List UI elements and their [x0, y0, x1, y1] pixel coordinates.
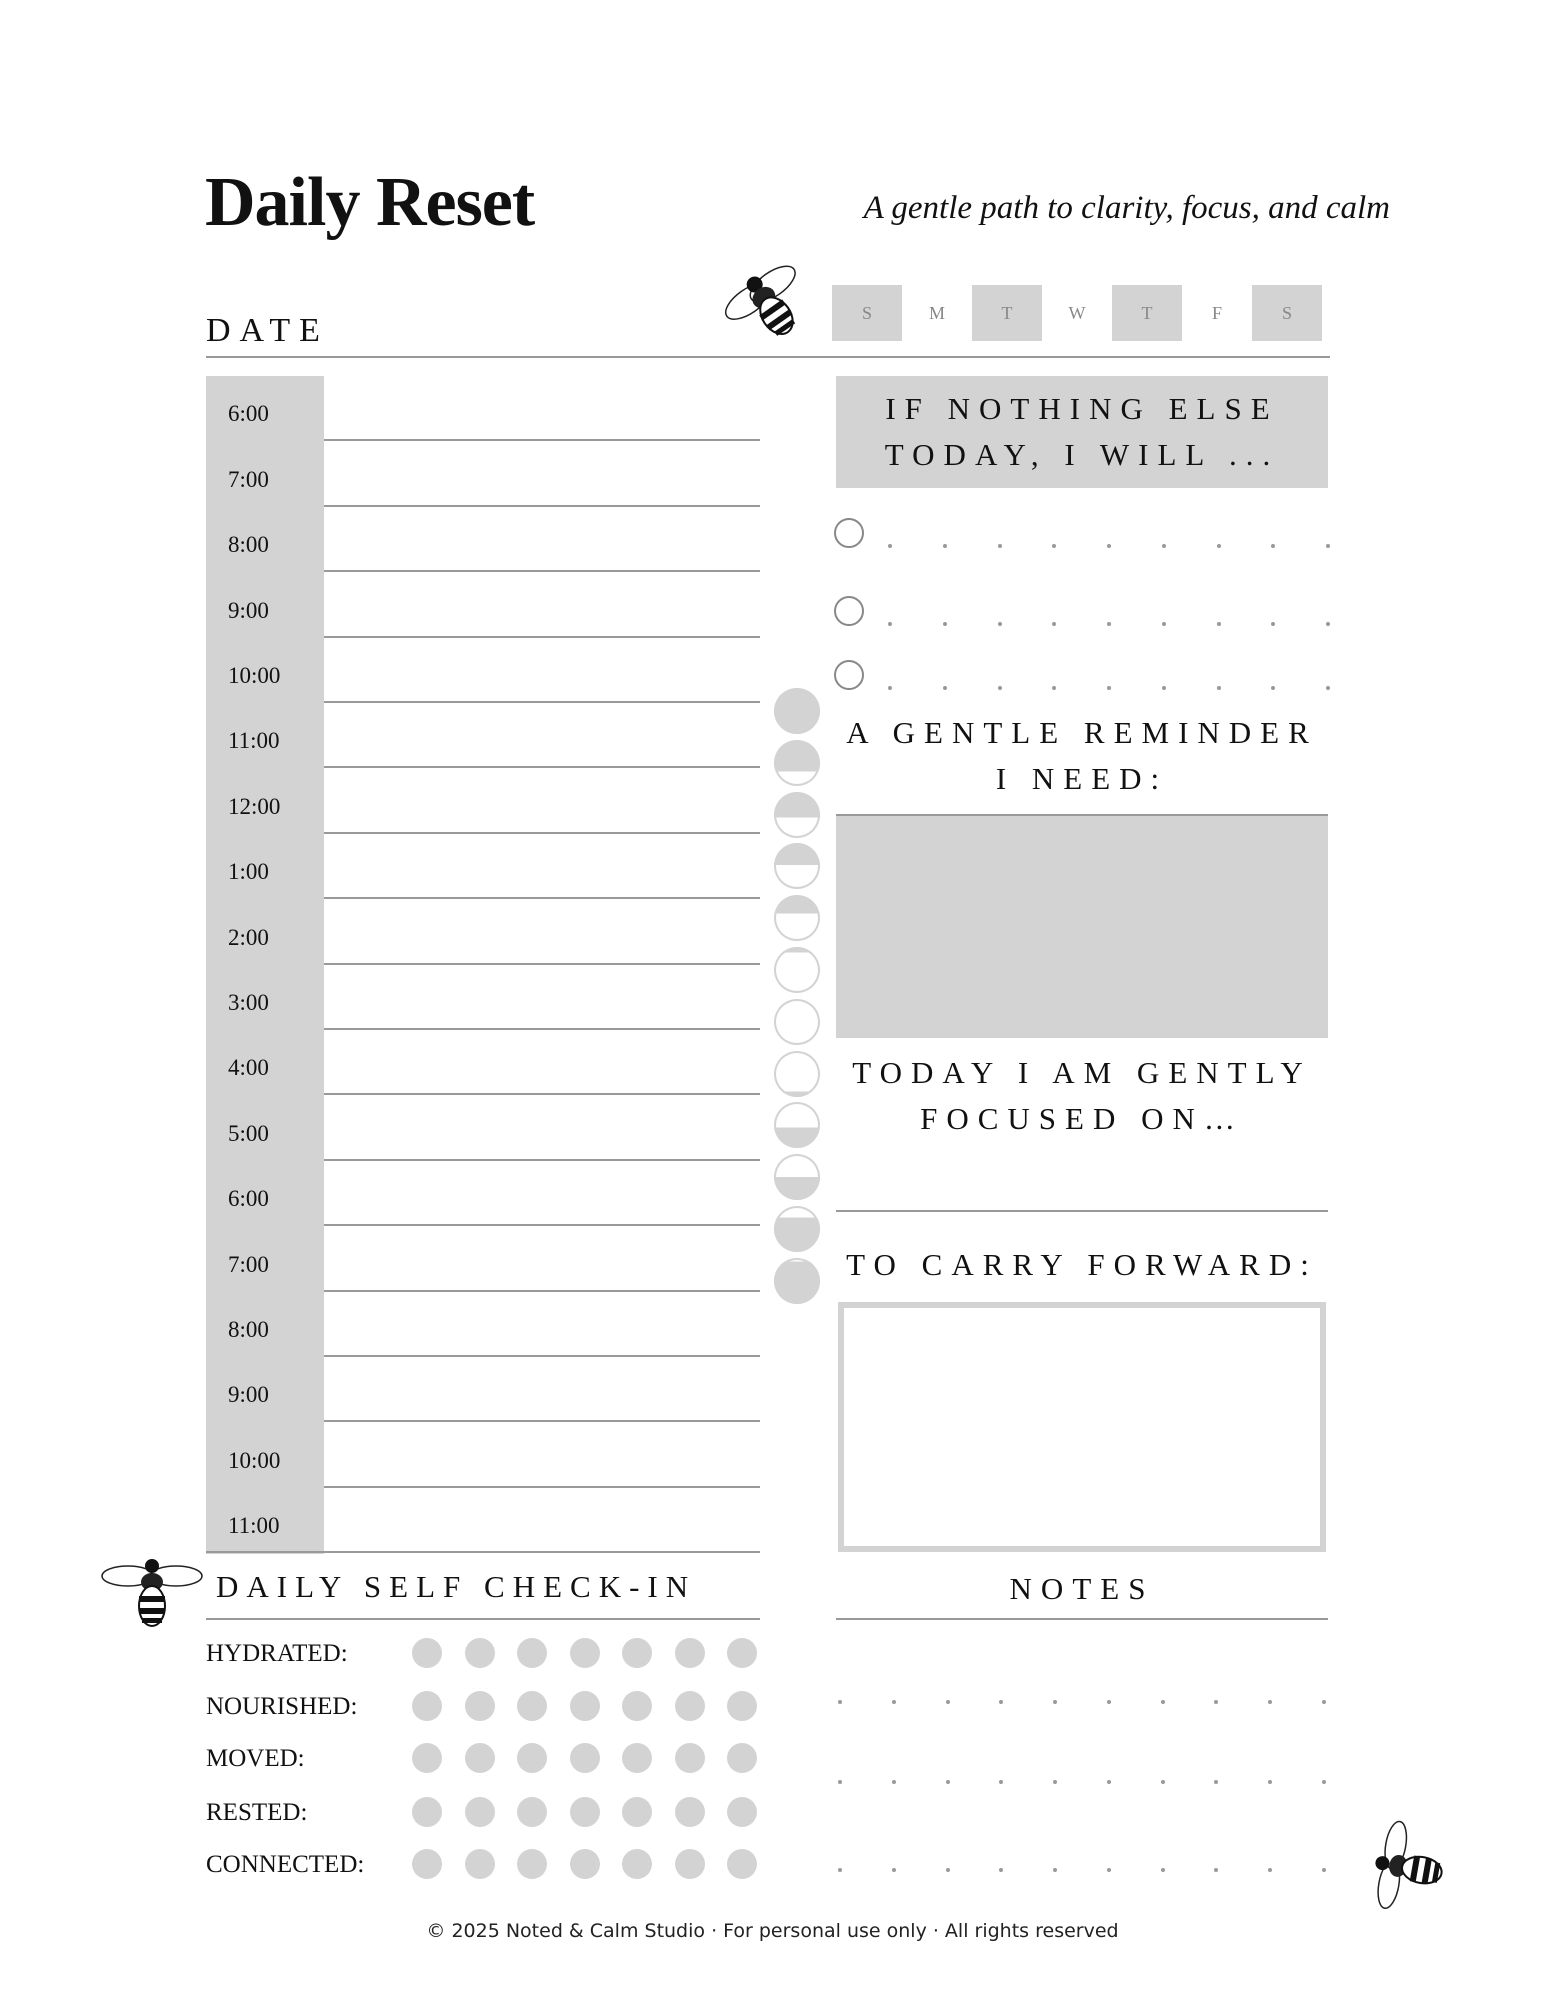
focus-title-line1: TODAY I AM GENTLY: [852, 1055, 1312, 1090]
dot: [943, 686, 947, 690]
dot: [1214, 1868, 1218, 1872]
schedule-slot[interactable]: [206, 1357, 760, 1422]
dot: [1217, 686, 1221, 690]
schedule-time-label: 1:00: [228, 859, 269, 885]
checkin-day-dot[interactable]: [727, 1638, 757, 1668]
schedule-time-label: 9:00: [228, 1382, 269, 1408]
dot: [1322, 1700, 1326, 1704]
checkin-day-dot[interactable]: [727, 1797, 757, 1827]
schedule-slot[interactable]: [206, 1226, 760, 1291]
checkin-day-dot[interactable]: [517, 1849, 547, 1879]
checkin-day-dot[interactable]: [727, 1743, 757, 1773]
schedule-slot[interactable]: [206, 1030, 760, 1095]
dot: [1162, 544, 1166, 548]
dot: [1107, 1700, 1111, 1704]
checkin-day-dot[interactable]: [412, 1638, 442, 1668]
schedule-slot[interactable]: [206, 572, 760, 637]
schedule-slot[interactable]: [206, 638, 760, 703]
reminder-title-line2: I NEED:: [995, 761, 1169, 796]
checkin-day-dot[interactable]: [517, 1797, 547, 1827]
checkin-label: NOURISHED:: [206, 1693, 358, 1720]
priorities-title-line1: IF NOTHING ELSE: [885, 391, 1279, 426]
schedule-time-label: 4:00: [228, 1055, 269, 1081]
dot: [999, 1700, 1003, 1704]
checkin-day-dot[interactable]: [675, 1691, 705, 1721]
moon-phase-icon: [774, 843, 820, 889]
moon-phase-icon: [774, 947, 820, 993]
schedule-time-label: 11:00: [228, 728, 280, 754]
dot: [1107, 622, 1111, 626]
schedule-slot[interactable]: [206, 1488, 760, 1553]
reminder-title: [836, 710, 1328, 802]
weekday-sun[interactable]: S: [832, 285, 902, 341]
dot: [943, 544, 947, 548]
dot: [1271, 544, 1275, 548]
checkin-day-dot[interactable]: [465, 1691, 495, 1721]
dot: [946, 1868, 950, 1872]
checkin-day-dot[interactable]: [622, 1691, 652, 1721]
dot: [1322, 1780, 1326, 1784]
checkin-rule: [206, 1618, 760, 1620]
weekday-sat[interactable]: S: [1252, 285, 1322, 341]
priority-item: [834, 596, 1334, 636]
checkin-day-dot[interactable]: [622, 1638, 652, 1668]
notes-dotted-line[interactable]: [838, 1700, 1326, 1704]
checkin-day-dot[interactable]: [570, 1638, 600, 1668]
dot: [998, 544, 1002, 548]
dot: [1161, 1780, 1165, 1784]
checkin-tracker: [412, 1743, 757, 1773]
schedule-slot[interactable]: [206, 768, 760, 833]
schedule-time-label: 3:00: [228, 989, 269, 1015]
moon-phase-icon: [774, 792, 820, 838]
checkin-day-dot[interactable]: [675, 1849, 705, 1879]
checkin-day-dot[interactable]: [570, 1797, 600, 1827]
schedule-time-label: 7:00: [228, 1251, 269, 1277]
checkin-day-dot[interactable]: [465, 1797, 495, 1827]
schedule-slot[interactable]: [206, 507, 760, 572]
dot: [838, 1780, 842, 1784]
checkin-day-dot[interactable]: [465, 1743, 495, 1773]
schedule-slot[interactable]: [206, 965, 760, 1030]
checkin-day-dot[interactable]: [517, 1743, 547, 1773]
schedule-slot[interactable]: [206, 899, 760, 964]
date-label: DATE: [206, 312, 329, 349]
priority-dotted-line[interactable]: [888, 544, 1330, 548]
dot: [1217, 622, 1221, 626]
bee-icon: [100, 1552, 204, 1636]
schedule-time-label: 9:00: [228, 597, 269, 623]
dot: [1053, 1700, 1057, 1704]
checkin-day-dot[interactable]: [412, 1797, 442, 1827]
dot: [1107, 686, 1111, 690]
schedule-time-label: 8:00: [228, 1316, 269, 1342]
dot: [1214, 1780, 1218, 1784]
checkin-day-dot[interactable]: [465, 1849, 495, 1879]
checkin-day-dot[interactable]: [570, 1849, 600, 1879]
dot: [1268, 1780, 1272, 1784]
priority-dotted-line[interactable]: [888, 686, 1330, 690]
checkin-title: DAILY SELF CHECK-IN: [216, 1569, 697, 1604]
bee-icon: [724, 250, 814, 360]
dot: [892, 1700, 896, 1704]
priority-item: [834, 518, 1334, 558]
checkin-tracker: [412, 1638, 757, 1668]
schedule-slot[interactable]: [206, 703, 760, 768]
moon-phase-icon: [774, 1258, 820, 1304]
bee-icon: [1366, 1816, 1454, 1920]
weekday-wed[interactable]: W: [1068, 302, 1086, 323]
schedule-time-label: 11:00: [228, 1513, 280, 1539]
dot: [888, 686, 892, 690]
carry-forward-box[interactable]: [838, 1302, 1326, 1552]
schedule-time-label: 6:00: [228, 1186, 269, 1212]
checkin-day-dot[interactable]: [517, 1691, 547, 1721]
checkin-day-dot[interactable]: [412, 1743, 442, 1773]
moon-phase-icon: [774, 1051, 820, 1097]
dot: [892, 1868, 896, 1872]
dot: [1161, 1700, 1165, 1704]
checkbox-circle-icon[interactable]: [834, 596, 864, 626]
dot: [838, 1868, 842, 1872]
dot: [998, 686, 1002, 690]
reminder-box[interactable]: [836, 816, 1328, 1038]
checkin-day-dot[interactable]: [622, 1797, 652, 1827]
checkin-day-dot[interactable]: [570, 1691, 600, 1721]
focus-title: [836, 1050, 1328, 1142]
checkin-day-dot[interactable]: [675, 1797, 705, 1827]
dot: [1162, 622, 1166, 626]
dot: [838, 1700, 842, 1704]
weekday-selector: [832, 285, 1322, 341]
moon-phase-icon: [774, 999, 820, 1045]
dot: [1161, 1868, 1165, 1872]
checkin-day-dot[interactable]: [412, 1849, 442, 1879]
checkbox-circle-icon[interactable]: [834, 660, 864, 690]
checkin-day-dot[interactable]: [622, 1743, 652, 1773]
page-subtitle: A gentle path to clarity, focus, and calm: [863, 190, 1390, 226]
priorities-title-line2: TODAY, I WILL ...: [884, 437, 1280, 472]
schedule-slot[interactable]: [206, 441, 760, 506]
moon-phase-icon: [774, 1154, 820, 1200]
focus-rule[interactable]: [836, 1210, 1328, 1212]
dot: [888, 544, 892, 548]
schedule-line: [206, 1551, 760, 1553]
dot: [1052, 686, 1056, 690]
checkin-day-dot[interactable]: [412, 1691, 442, 1721]
priorities-header: [836, 376, 1328, 488]
dot: [1326, 544, 1330, 548]
checkin-tracker: [412, 1849, 757, 1879]
dot: [1271, 686, 1275, 690]
dot: [1268, 1700, 1272, 1704]
moon-phase-icon: [774, 895, 820, 941]
checkin-label: CONNECTED:: [206, 1851, 365, 1878]
schedule-time-label: 8:00: [228, 532, 269, 558]
dot: [1053, 1868, 1057, 1872]
dot: [892, 1780, 896, 1784]
weekday-mon[interactable]: M: [928, 302, 945, 323]
weekday-thu[interactable]: T: [1112, 285, 1182, 341]
schedule-time-label: 5:00: [228, 1120, 269, 1146]
dot: [1326, 686, 1330, 690]
focus-title-line2: FOCUSED ON…: [920, 1101, 1244, 1136]
weekday-tue[interactable]: T: [972, 285, 1042, 341]
schedule-slot[interactable]: [206, 1422, 760, 1487]
checkin-day-dot[interactable]: [675, 1743, 705, 1773]
checkin-day-dot[interactable]: [465, 1638, 495, 1668]
dot: [946, 1780, 950, 1784]
schedule-slot[interactable]: [206, 376, 760, 441]
notes-title: NOTES: [1009, 1571, 1155, 1606]
schedule-time-label: 10:00: [228, 1447, 281, 1473]
dot: [1268, 1868, 1272, 1872]
notes-rule: [836, 1618, 1328, 1620]
notes-dotted-line[interactable]: [838, 1868, 1326, 1872]
schedule-slot[interactable]: [206, 834, 760, 899]
dot: [1271, 622, 1275, 626]
moon-phase-icon: [774, 1102, 820, 1148]
dot: [1107, 544, 1111, 548]
priority-item: [834, 660, 1334, 700]
weekday-fri[interactable]: F: [1211, 302, 1222, 323]
dot: [943, 622, 947, 626]
dot: [999, 1868, 1003, 1872]
schedule-time-label: 7:00: [228, 466, 269, 492]
notes-dotted-line[interactable]: [838, 1780, 1326, 1784]
dot: [1053, 1780, 1057, 1784]
dot: [1214, 1700, 1218, 1704]
carry-forward-title: TO CARRY FORWARD:: [846, 1247, 1318, 1282]
schedule-time-label: 2:00: [228, 924, 269, 950]
dot: [999, 1780, 1003, 1784]
checkbox-circle-icon[interactable]: [834, 518, 864, 548]
dot: [998, 622, 1002, 626]
page-title: Daily Reset: [205, 164, 535, 241]
dot: [946, 1700, 950, 1704]
dot: [1326, 622, 1330, 626]
moon-phase-icon: [774, 688, 820, 734]
dot: [1107, 1780, 1111, 1784]
reminder-title-line1: A GENTLE REMINDER: [846, 715, 1318, 750]
moon-phase-icon: [774, 740, 820, 786]
dot: [1052, 622, 1056, 626]
schedule-slot[interactable]: [206, 1292, 760, 1357]
checkin-day-dot[interactable]: [727, 1849, 757, 1879]
checkin-day-dot[interactable]: [675, 1638, 705, 1668]
dot: [1217, 544, 1221, 548]
schedule-slot[interactable]: [206, 1161, 760, 1226]
schedule-time-label: 10:00: [228, 662, 281, 688]
dot: [888, 622, 892, 626]
checkin-label: HYDRATED:: [206, 1640, 348, 1667]
dot: [1322, 1868, 1326, 1872]
checkin-day-dot[interactable]: [517, 1638, 547, 1668]
checkin-tracker: [412, 1797, 757, 1827]
checkin-day-dot[interactable]: [622, 1849, 652, 1879]
schedule-time-label: 12:00: [228, 793, 281, 819]
checkin-day-dot[interactable]: [727, 1691, 757, 1721]
checkin-label: RESTED:: [206, 1799, 308, 1826]
moon-phase-icon: [774, 1206, 820, 1252]
dot: [1107, 1868, 1111, 1872]
schedule-slot[interactable]: [206, 1095, 760, 1160]
checkin-tracker: [412, 1691, 757, 1721]
dot: [1052, 544, 1056, 548]
checkin-day-dot[interactable]: [570, 1743, 600, 1773]
dot: [1162, 686, 1166, 690]
schedule-time-label: 6:00: [228, 401, 269, 427]
checkin-label: MOVED:: [206, 1745, 305, 1772]
footer-copyright: © 2025 Noted & Calm Studio · For personal use only · All rights reserved: [426, 1920, 1119, 1942]
priority-dotted-line[interactable]: [888, 622, 1330, 626]
